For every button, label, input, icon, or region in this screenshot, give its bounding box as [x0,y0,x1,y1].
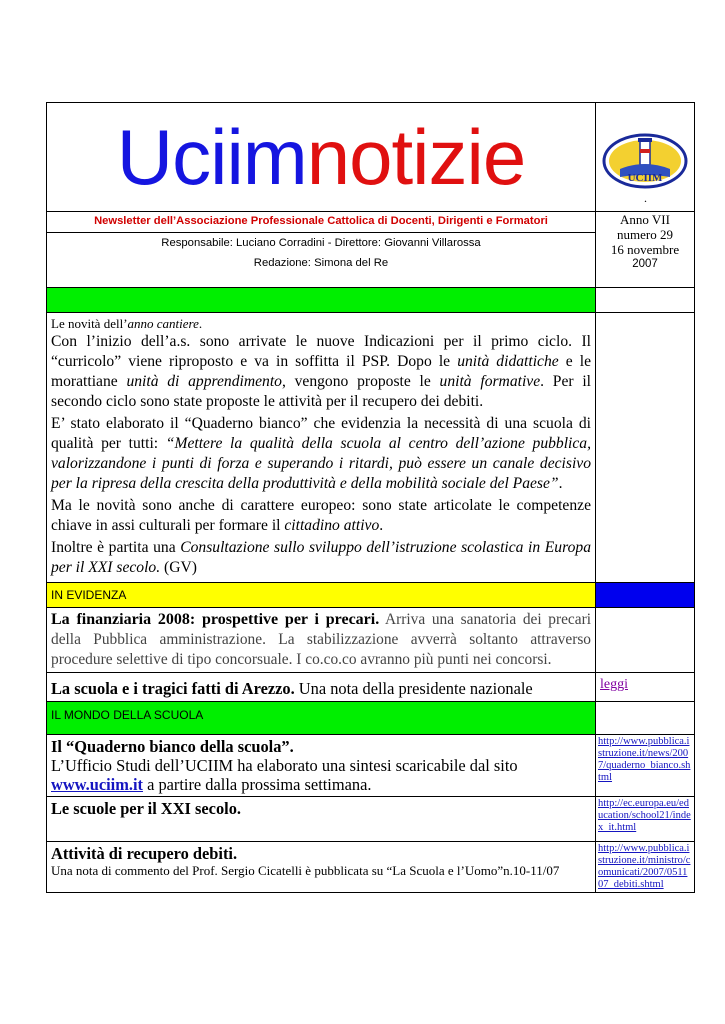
staff-line-2: Redazione: Simona del Re [253,257,389,269]
leggi-link[interactable]: leggi [600,677,628,692]
staff-line-1: Responsabile: Luciano Corradini - Direttore: Giovanni Villarossa [161,237,481,249]
logo-dot: . [644,191,647,205]
logo-text: UCIIM [627,172,663,184]
green-divider [47,288,596,313]
newsletter-subtitle: Newsletter dell’Associazione Professionale Cattolica di Docenti, Dirigenti e Formatori [47,212,596,233]
text-run: Inoltre è partita una [51,539,181,556]
text-run: E’ stato elaborato il “Quaderno bianco” che evidenzia la necessità di una scuola di qualità per tutti: [51,415,591,452]
article-heading: Le novità dell’anno cantiere. [51,316,203,331]
empty-side-cell [596,313,695,583]
uciim-site-link[interactable]: www.uciim.it [51,775,143,794]
blue-side-block [596,583,695,608]
finanziaria-title: La finanziaria 2008: prospettive per i precari. [51,611,380,628]
text-run: unità didattiche [457,353,559,370]
issue-anno: Anno VII [620,212,670,227]
recupero-link[interactable]: http://www.pubblica.istruzione.it/ministro/comunicati/2007/051107_debiti.shtml [598,843,691,890]
quaderno-title: Il “Quaderno bianco della scuola”. [51,737,294,756]
article-paragraph-2 [51,414,591,494]
issue-numero: numero 29 [617,227,673,242]
issue-date: 16 novembre [610,242,680,257]
arezzo-text: Una nota della presidente nazionale [294,679,533,698]
text-run: unità formative [439,373,541,390]
text-run: unità di apprendimento [126,373,282,390]
article-scuole-21 [47,797,596,842]
quaderno-link[interactable]: http://www.pubblica.istruzione.it/news/2007/quaderno_bianco.shtml [598,736,691,783]
issue-year: 2007 [632,258,658,270]
quaderno-text: L’Ufficio Studi dell’UCIIM ha elaborato una sintesi scaricabile dal sito [51,756,518,775]
arezzo-title: La scuola e i tragici fatti di Arezzo. [51,679,295,698]
masthead-title-blue: Uciim [116,113,307,201]
masthead [47,103,596,212]
text-run: cittadino attivo [284,517,380,534]
quaderno-text-2: a partire dalla prossima settimana. [142,775,372,794]
uciim-logo-icon [602,133,688,189]
article-paragraph-4 [51,538,591,578]
article-paragraph-1 [51,332,591,412]
recupero-title: Attività di recupero debiti. [51,844,238,863]
newsletter-table [46,102,695,893]
empty-side-cell [596,608,695,673]
text-run: , vengono proposte le [281,373,440,390]
text-run: Ma le novità sono anche di carattere europeo: sono state articolate le competenze chiave in assi culturali per formare il [51,497,591,534]
scuole21-link[interactable]: http://ec.europa.eu/education/school21/index_it.html [598,798,691,833]
text-run: . [558,475,563,492]
section-in-evidenza: IN EVIDENZA [47,583,596,608]
empty-side-cell [596,702,695,735]
empty-side-cell [596,288,695,313]
text-run: e le morattiane [51,353,592,390]
logo-cell [596,103,695,212]
text-run: (GV) [160,559,197,576]
article-recupero-debiti [47,842,596,893]
issue-info [596,212,695,288]
article-anno-cantiere [47,313,596,583]
text-run: Con l’inizio dell’a.s. sono arrivate le nuove Indicazioni per il primo ciclo. Il “curricolo” viene riproposto e va in soffitta il PSP. Dopo le [51,333,591,370]
text-run: Consultazione sullo sviluppo dell’istruzione scolastica in Europa per il XXI secolo. [51,539,591,576]
text-run: . [379,517,384,534]
article-quaderno [47,735,596,797]
section-mondo-scuola: IL MONDO DELLA SCUOLA [47,702,596,735]
staff-box [47,233,596,288]
text-run: . Per il secondo ciclo sono state proposte le attività per il recupero dei debiti. [51,373,591,410]
scuole21-title: Le scuole per il XXI secolo. [51,799,241,818]
article-finanziaria [47,608,596,673]
finanziaria-text: Arriva una sanatoria dei precari della Pubblica amministrazione. La stabilizzazione avverrà soltanto attraverso procedure selettive di tipo concorsuale. I co.co.co avranno più punti nei concorsi. [51,611,591,668]
text-run: “Mettere la qualità della scuola al centro dell’azione pubblica, valorizzandone i punti di forza e superando i ritardi, può essere un canale decisivo per la ripresa della crescita della produttività e della mobilità sociale del Paese” [51,435,592,492]
recupero-text: Una nota di commento del Prof. Sergio Cicatelli è pubblicata su “La Scuola e l’Uomo”n.10-11/07 [51,863,560,878]
masthead-title-red: notizie [306,113,526,201]
article-arezzo [47,673,596,702]
article-paragraph-3 [51,496,591,536]
